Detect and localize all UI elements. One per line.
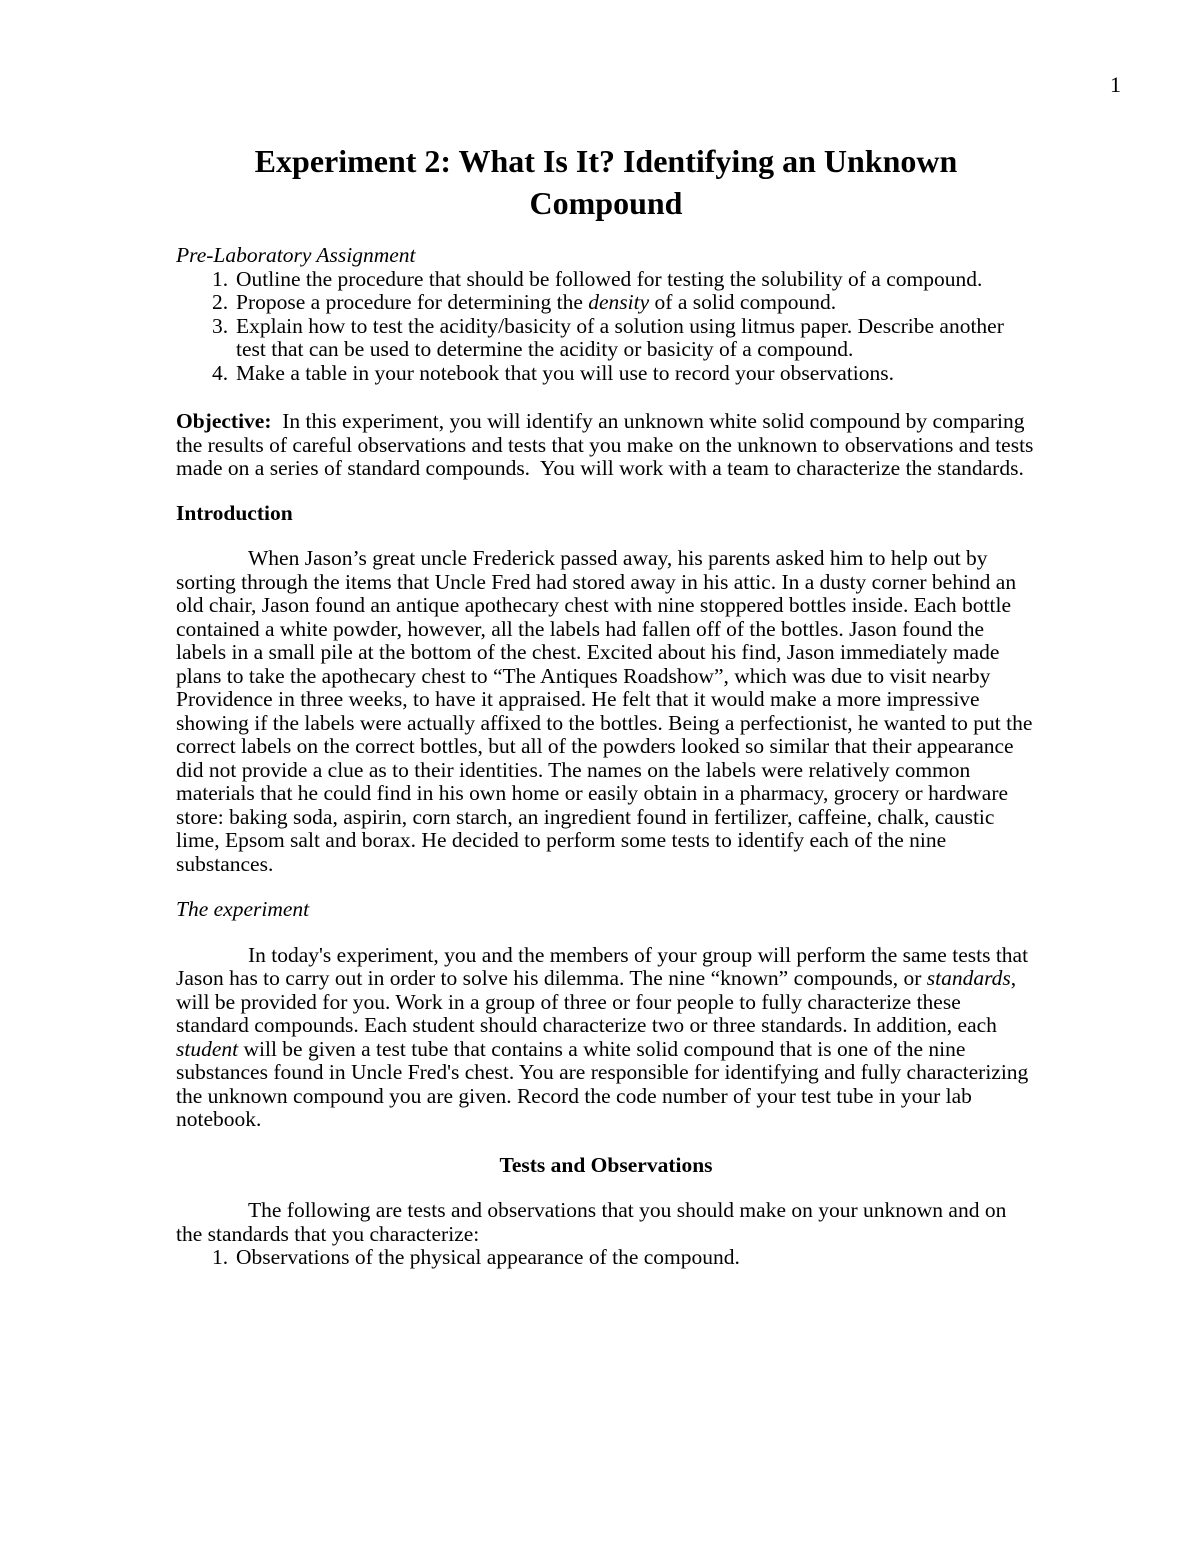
tests-list <box>176 1246 1036 1270</box>
list-item <box>176 268 1036 292</box>
list-number: 4. <box>212 360 229 385</box>
pre-lab-heading: Pre-Laboratory Assignment <box>176 243 416 267</box>
list-number: 1. <box>212 1245 229 1269</box>
emphasis-student: student <box>176 1036 239 1061</box>
list-number: 1. <box>212 266 229 291</box>
experiment-text-1: In today's experiment, you and the members of your group will perform the same tests that Jason has to carry out in order to solve his dilemma. The nine “known” compounds, or <box>176 942 1029 990</box>
tests-heading: Tests and Observations <box>499 1152 713 1177</box>
page-number: 1 <box>1110 72 1121 97</box>
list-item <box>176 315 1036 362</box>
document-title <box>176 140 1036 224</box>
tests-intro-paragraph: The following are tests and observations that you should make on your unknown and on the standards that you characterize: <box>176 1198 1007 1246</box>
title-line-2: Compound <box>529 185 683 221</box>
objective-text: In this experiment, you will identify an unknown white solid compound by comparing the results of careful observations and tests that you make on the unknown to observations and tests made on a series of standard compounds. You will work with a team to characterize the standards. <box>176 409 1039 480</box>
experiment-paragraph <box>176 944 1036 1132</box>
list-item <box>176 362 1036 386</box>
list-text-continued: of a solid compound. <box>649 290 837 314</box>
list-item <box>176 1246 1036 1270</box>
introduction-paragraph: When Jason’s great uncle Frederick passed away, his parents asked him to help out by sorting through the items that Uncle Fred had stored away in his attic. In a dusty corner behind an old chair, Jason found an antique apothecary chest with nine stoppered bottles inside. Each bottle contained a white powder, however, all the labels had fallen off of the bottles. Jason found the labels in a small pile at the bottom of the chest. Excited about his find, Jason immediately made plans to take the apothecary chest to “The Antiques Roadshow”, which was due to visit nearby Providence in three weeks, to have it appraised. He felt that it would make a more impressive showing if the labels were actually affixed to the bottles. Being a perfectionist, he wanted to put the correct labels on the correct bottles, but all of the powders looked so similar that their appearance did not provide a clue as to their identities. The names on the labels were relatively common materials that he could find in his own home or easily obtain in a pharmacy, grocery or hardware store: baking soda, aspirin, corn starch, an ingredient found in fertilizer, caffeine, chalk, caustic lime, Epsom salt and borax. He decided to perform some tests to identify each of the nine substances. <box>176 546 1033 876</box>
list-text: Observations of the physical appearance of the compound. <box>236 1245 740 1269</box>
emphasis-density: density <box>588 290 650 314</box>
list-number: 3. <box>212 313 229 338</box>
list-text: Make a table in your notebook that you will use to record your observations. <box>236 360 894 385</box>
list-text: Propose a procedure for determining the <box>236 290 589 314</box>
list-item <box>176 291 1036 315</box>
objective-label: Objective: <box>176 409 272 433</box>
experiment-text-2: , will be provided for you. Work in a group of three or four people to fully characterize these standard compounds. Each student should characterize two or three standards. In addition, each <box>176 966 1017 1037</box>
document-body <box>176 140 1039 1270</box>
list-text: Outline the procedure that should be followed for testing the solubility of a compound. <box>236 266 983 291</box>
list-text: Explain how to test the acidity/basicity of a solution using litmus paper. Describe another test that can be used to determine the acidity or basicity of a compound. <box>236 313 1004 361</box>
pre-lab-list <box>176 268 1036 386</box>
experiment-heading: The experiment <box>176 897 310 921</box>
list-number: 2. <box>212 290 229 314</box>
experiment-text-3: will be given a test tube that contains a white solid compound that is one of the nine substances found in Uncle Fred's chest. You are responsible for identifying and fully characterizing the unknown compound you are given. Record the code number of your test tube in your lab notebook. <box>176 1036 1029 1131</box>
emphasis-standards: standards <box>926 966 1011 990</box>
objective-paragraph <box>176 409 1039 481</box>
title-line-1: Experiment 2: What Is It? Identifying an Unknown <box>254 143 958 179</box>
introduction-heading: Introduction <box>176 500 293 525</box>
